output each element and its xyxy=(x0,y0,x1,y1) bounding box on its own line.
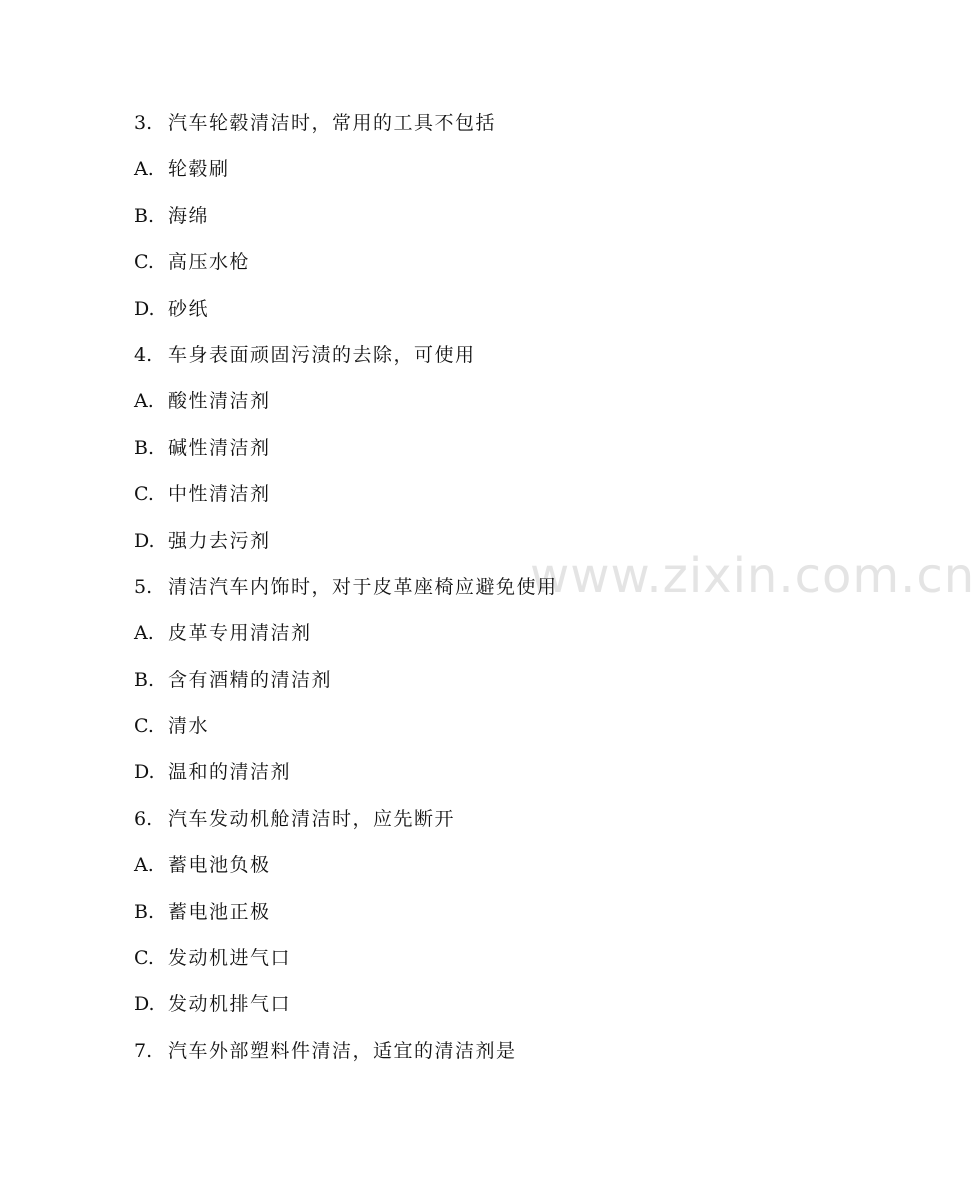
option-label: B. xyxy=(134,900,155,923)
option-a xyxy=(134,153,854,199)
question-number: 4. xyxy=(134,343,153,366)
question-number: 5. xyxy=(134,575,153,598)
option-label: B. xyxy=(134,204,155,227)
option-b xyxy=(134,200,854,246)
option-text: 皮革专用清洁剂 xyxy=(168,622,312,645)
option-text: 轮毂刷 xyxy=(168,158,230,181)
option-label: C. xyxy=(134,947,154,970)
option-a xyxy=(134,385,854,431)
watermark: www.zixin.com.cn xyxy=(530,548,975,604)
option-text: 海绵 xyxy=(168,204,210,227)
option-text: 中性清洁剂 xyxy=(168,483,271,506)
question-text: 汽车轮毂清洁时，常用的工具不包括 xyxy=(168,112,497,134)
question-7 xyxy=(134,1035,854,1081)
option-a xyxy=(134,849,854,895)
option-label: A. xyxy=(134,622,154,645)
option-label: B. xyxy=(134,668,155,691)
option-b xyxy=(134,896,854,942)
option-text: 温和的清洁剂 xyxy=(168,761,292,784)
option-label: D. xyxy=(134,993,155,1016)
option-a xyxy=(134,617,854,663)
option-text: 清水 xyxy=(168,715,210,738)
option-label: C. xyxy=(134,483,154,506)
question-5 xyxy=(134,571,854,617)
question-3 xyxy=(134,107,854,153)
option-c xyxy=(134,710,854,756)
option-label: B. xyxy=(134,436,155,459)
option-label: A. xyxy=(134,854,154,877)
option-text: 砂纸 xyxy=(168,297,210,320)
option-text: 蓄电池负极 xyxy=(168,854,271,877)
option-text: 含有酒精的清洁剂 xyxy=(168,668,333,691)
option-label: A. xyxy=(134,158,154,181)
question-number: 6. xyxy=(134,807,153,830)
option-c xyxy=(134,942,854,988)
question-text: 汽车发动机舱清洁时，应先断开 xyxy=(168,807,456,830)
option-text: 碱性清洁剂 xyxy=(168,436,271,459)
option-c xyxy=(134,478,854,524)
option-label: A. xyxy=(134,390,154,413)
option-label: C. xyxy=(134,251,154,274)
option-label: D. xyxy=(134,297,155,320)
option-c xyxy=(134,246,854,292)
option-text: 发动机进气口 xyxy=(168,947,292,970)
question-text: 汽车外部塑料件清洁，适宜的清洁剂是 xyxy=(168,1039,517,1062)
question-number: 3. xyxy=(134,112,153,134)
question-text: 清洁汽车内饰时，对于皮革座椅应避免使用 xyxy=(168,575,558,598)
option-text: 高压水枪 xyxy=(168,251,251,274)
option-d xyxy=(134,525,854,571)
option-b xyxy=(134,432,854,478)
option-d xyxy=(134,293,854,339)
option-label: D. xyxy=(134,761,155,784)
option-text: 酸性清洁剂 xyxy=(168,390,271,413)
question-4 xyxy=(134,339,854,385)
option-d xyxy=(134,988,854,1034)
question-6 xyxy=(134,803,854,849)
option-text: 强力去污剂 xyxy=(168,529,271,552)
option-text: 蓄电池正极 xyxy=(168,900,271,923)
option-d xyxy=(134,756,854,802)
option-text: 发动机排气口 xyxy=(168,993,292,1016)
question-number: 7. xyxy=(134,1039,153,1062)
option-b xyxy=(134,664,854,710)
question-text: 车身表面顽固污渍的去除，可使用 xyxy=(168,343,476,366)
option-label: C. xyxy=(134,715,154,738)
question-list xyxy=(134,107,854,1081)
option-label: D. xyxy=(134,529,155,552)
